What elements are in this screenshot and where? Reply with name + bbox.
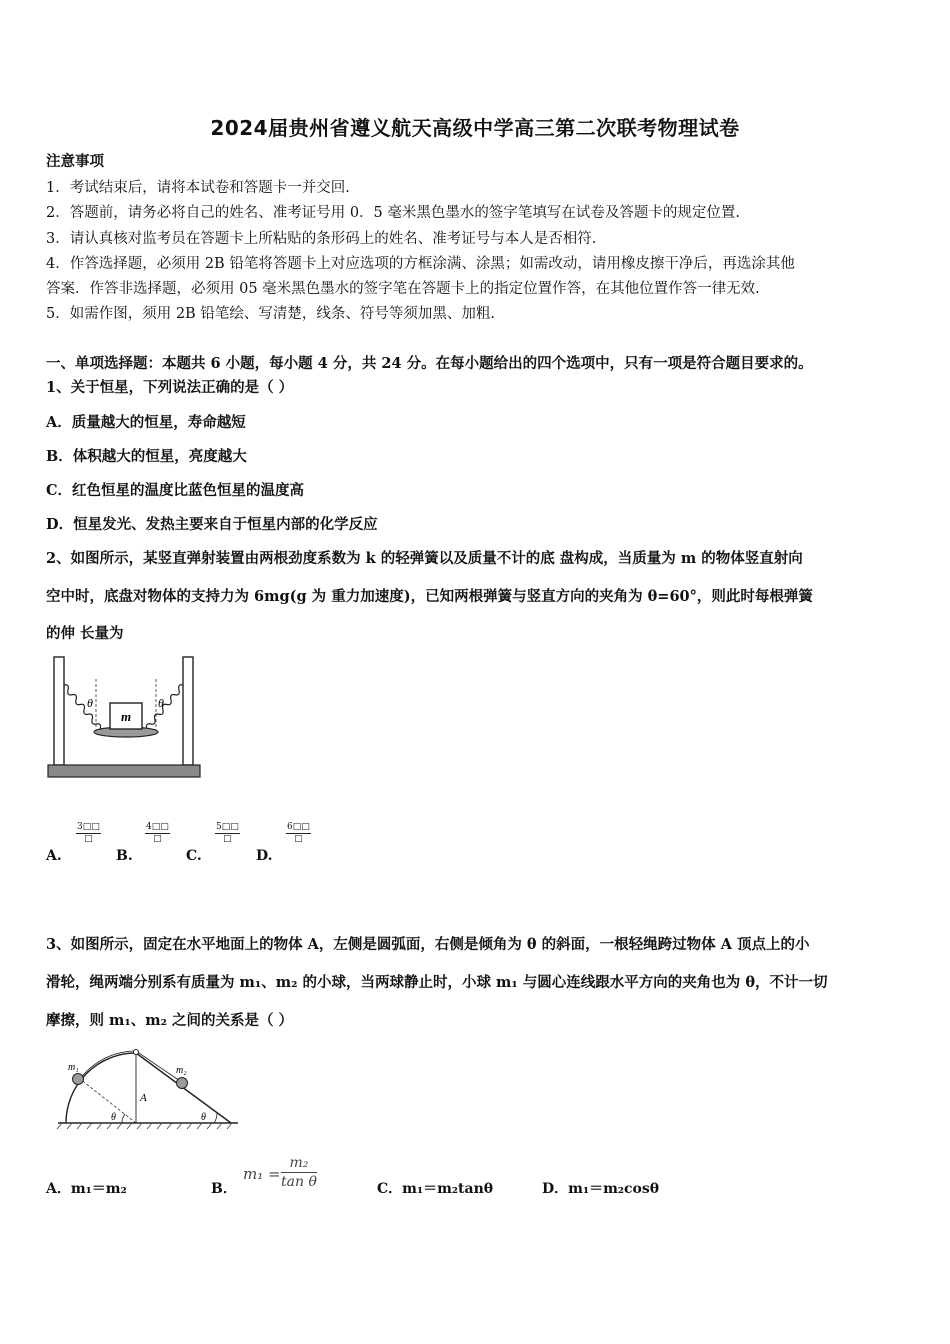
- q1-stem: 1、关于恒星，下列说法正确的是（ ）: [46, 379, 294, 396]
- notes-item-5: 答案．作答非选择题，必须用 05 毫米黑色墨水的签字笔在答题卡上的指定位置作答，在其他位置作答一律无效.: [46, 281, 760, 297]
- q2-stem-line1: 2、如图所示，某竖直弹射装置由两根劲度系数为 k 的轻弹簧以及质量不计的底 盘构成，当质量为 m 的物体竖直射向: [46, 550, 803, 567]
- q1-option-b: B．体积越大的恒星，亮度越大: [46, 448, 247, 465]
- notes-item-1: 1．考试结束后，请将本试卷和答题卡一并交回.: [46, 180, 350, 196]
- q3-m2-label: m₂: [176, 1065, 187, 1076]
- q3-theta1-label: θ: [111, 1112, 116, 1123]
- q3-theta2-label: θ: [201, 1112, 206, 1123]
- q2-stem-line3: 的伸 长量为: [46, 625, 124, 642]
- q2-angle-right-label: θ: [158, 696, 164, 710]
- q2-option-d-denominator: □: [294, 834, 303, 844]
- q2-option-c-denominator: □: [223, 834, 232, 844]
- q2-angle-left-label: θ: [87, 696, 93, 710]
- q3-option-b-fraction: [281, 1154, 317, 1191]
- q2-option-a-fraction: [76, 822, 101, 845]
- page-title: 2024届贵州省遵义航天高级中学高三第二次联考物理试卷: [210, 116, 740, 140]
- q3-option-c: C．m₁＝m₂tanθ: [377, 1181, 494, 1197]
- q2-option-b-numerator: 4□□: [146, 822, 169, 832]
- q3-stem-line2: 滑轮，绳两端分别系有质量为 m₁、m₂ 的小球，当两球静止时，小球 m₁ 与圆心连线跟水平方向的夹角也为 θ，不计一切: [46, 974, 828, 991]
- q2-spring-launcher-figure: [46, 655, 206, 781]
- q2-option-b-letter: B.: [116, 848, 133, 864]
- q2-option-d-numerator: 6□□: [287, 822, 310, 832]
- q3-option-b-denominator: tan θ: [281, 1174, 317, 1190]
- q2-option-a-denominator: □: [84, 834, 93, 844]
- notes-item-2: 2．答题前，请务必将自己的姓名、准考证号用 0．5 毫米黑色墨水的签字笔填写在试卷及答题卡的规定位置.: [46, 205, 740, 221]
- q2-option-b-fraction: [145, 822, 170, 845]
- q2-option-d-letter: D.: [256, 848, 273, 864]
- q3-option-b-lhs: m₁ =: [243, 1165, 281, 1183]
- q2-mass-label: m: [120, 709, 132, 724]
- q2-option-a-letter: A.: [46, 848, 62, 864]
- q3-arc-incline-figure: [56, 1045, 241, 1135]
- q3-option-d: D．m₁＝m₂cosθ: [542, 1181, 660, 1197]
- q2-option-c-fraction: [215, 822, 240, 845]
- q3-stem-line3: 摩擦，则 m₁、m₂ 之间的关系是（ ）: [46, 1012, 294, 1029]
- q2-option-b-denominator: □: [153, 834, 162, 844]
- q3-a-label: A: [140, 1092, 147, 1104]
- q3-stem-line1: 3、如图所示，固定在水平地面上的物体 A，左侧是圆弧面，右侧是倾角为 θ 的斜面，一根轻绳跨过物体 A 顶点上的小: [46, 936, 810, 953]
- notes-item-4: 4．作答选择题，必须用 2B 铅笔将答题卡上对应选项的方框涂满、涂黑；如需改动，请用橡皮擦干净后，再选涂其他: [46, 256, 795, 272]
- q2-option-c-numerator: 5□□: [216, 822, 239, 832]
- q1-option-a: A．质量越大的恒星，寿命越短: [46, 414, 246, 431]
- notes-item-6: 5．如需作图，须用 2B 铅笔绘、写清楚，线条、符号等须加黑、加粗.: [46, 306, 495, 322]
- notes-item-3: 3．请认真核对监考员在答题卡上所粘贴的条形码上的姓名、准考证号与本人是否相符.: [46, 231, 597, 247]
- q3-option-b-numerator: m₂: [281, 1154, 317, 1173]
- q2-stem-line2: 空中时，底盘对物体的支持力为 6mg(g 为 重力加速度)，已知两根弹簧与竖直方向的夹角为 θ=60°，则此时每根弹簧: [46, 588, 813, 605]
- q2-option-c-letter: C.: [186, 848, 202, 864]
- q3-m1-label: m₁: [68, 1062, 79, 1073]
- q1-option-c: C．红色恒星的温度比蓝色恒星的温度高: [46, 482, 305, 499]
- q3-option-b-letter: B．: [211, 1181, 237, 1197]
- q2-option-a-numerator: 3□□: [77, 822, 100, 832]
- q1-option-d: D．恒星发光、发热主要来自于恒星内部的化学反应: [46, 516, 378, 533]
- q2-option-d-fraction: [286, 822, 311, 845]
- section-heading: 一、单项选择题：本题共 6 小题，每小题 4 分，共 24 分。在每小题给出的四个选项中，只有一项是符合题目要求的。: [46, 355, 813, 372]
- notes-heading: 注意事项: [46, 153, 104, 170]
- q3-option-a: A．m₁＝m₂: [46, 1181, 127, 1197]
